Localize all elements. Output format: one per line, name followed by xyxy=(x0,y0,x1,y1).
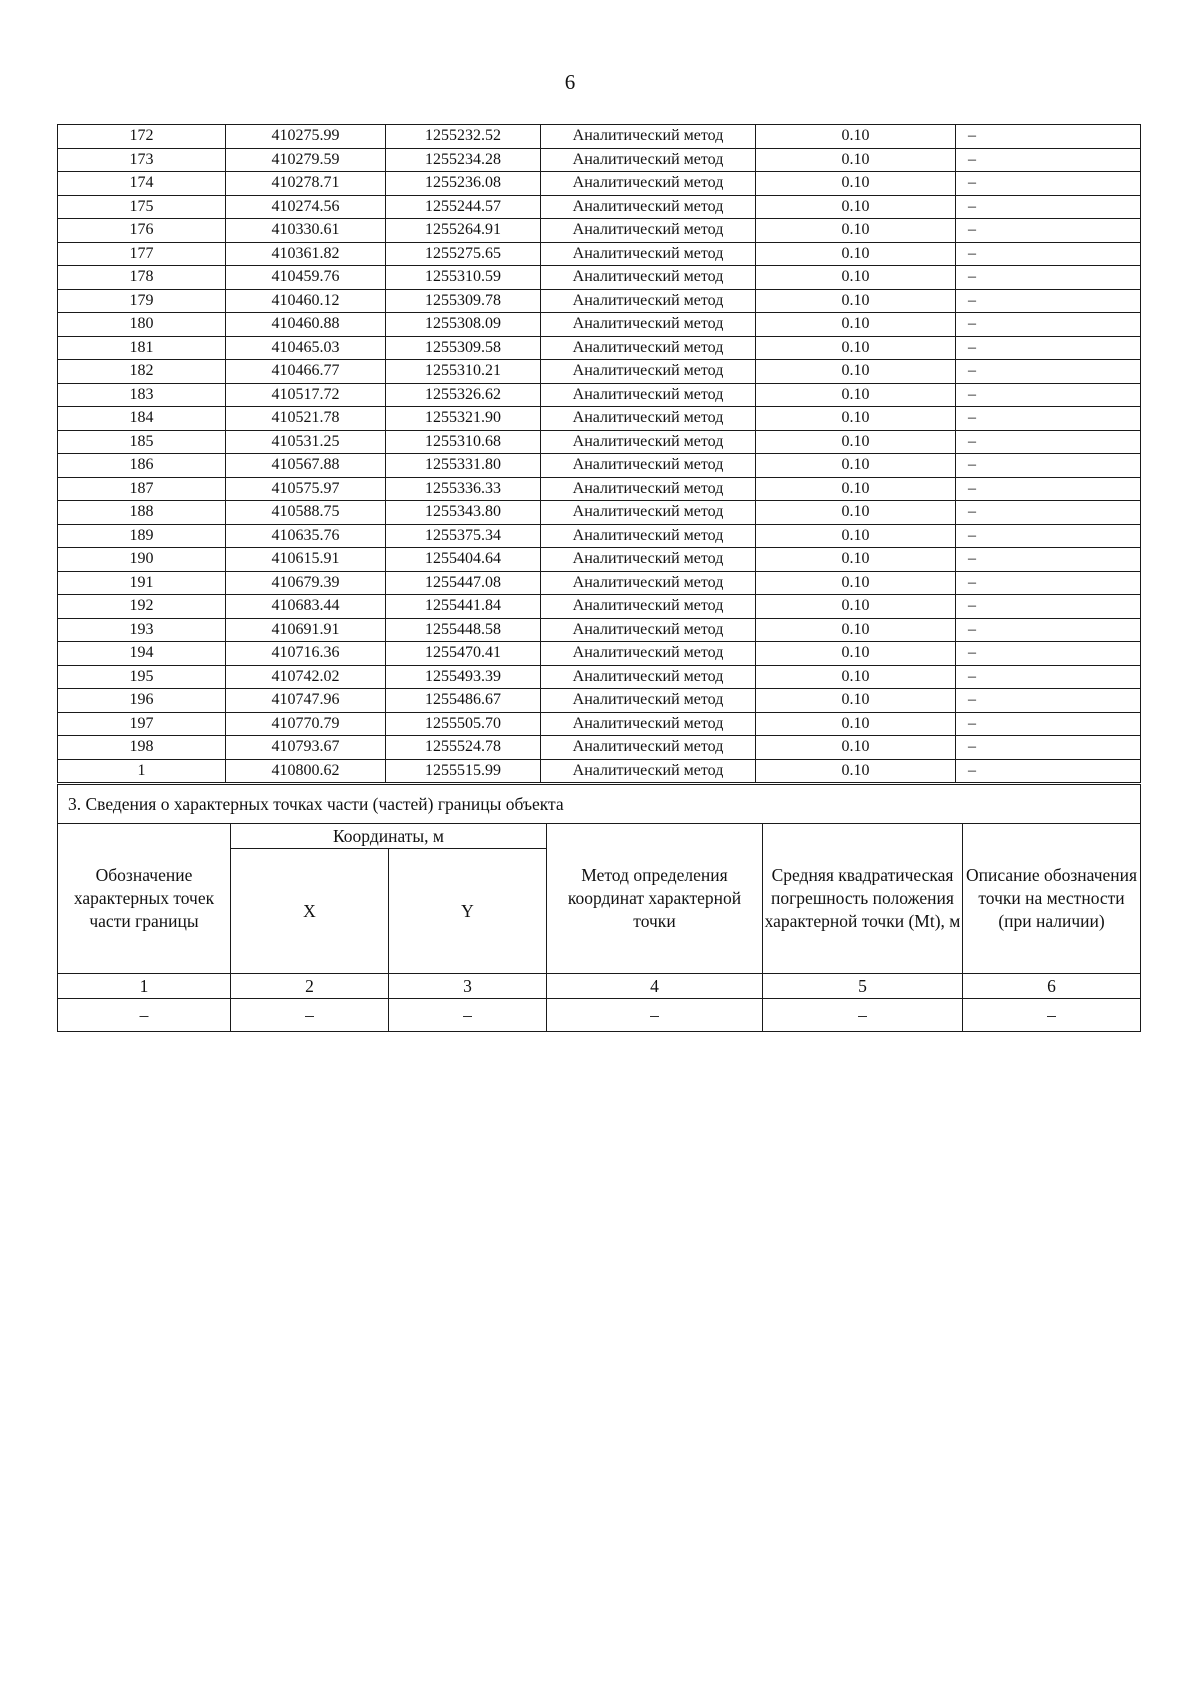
error-value: 0.10 xyxy=(756,477,956,501)
point-description: – xyxy=(956,313,1141,337)
point-number: 173 xyxy=(58,148,226,172)
method: Аналитический метод xyxy=(541,360,756,384)
coord-x: 410635.76 xyxy=(226,524,386,548)
method: Аналитический метод xyxy=(541,618,756,642)
table-row xyxy=(58,195,1141,219)
table-row xyxy=(58,172,1141,196)
method: Аналитический метод xyxy=(541,289,756,313)
table-row xyxy=(58,383,1141,407)
error-value: 0.10 xyxy=(756,524,956,548)
col-number: 1 xyxy=(58,974,231,999)
table-row xyxy=(58,125,1141,149)
coord-x: 410679.39 xyxy=(226,571,386,595)
col-number: 5 xyxy=(763,974,963,999)
point-number: 185 xyxy=(58,430,226,454)
point-description: – xyxy=(956,383,1141,407)
method: Аналитический метод xyxy=(541,689,756,713)
point-number: 195 xyxy=(58,665,226,689)
error-value: 0.10 xyxy=(756,172,956,196)
point-description: – xyxy=(956,524,1141,548)
point-number: 194 xyxy=(58,642,226,666)
method: Аналитический метод xyxy=(541,266,756,290)
method: Аналитический метод xyxy=(541,712,756,736)
coord-y: 1255486.67 xyxy=(386,689,541,713)
coord-y: 1255264.91 xyxy=(386,219,541,243)
table-row xyxy=(58,477,1141,501)
point-number: 191 xyxy=(58,571,226,595)
table-row xyxy=(58,289,1141,313)
coord-y: 1255244.57 xyxy=(386,195,541,219)
point-description: – xyxy=(956,642,1141,666)
error-value: 0.10 xyxy=(756,501,956,525)
coord-y: 1255331.80 xyxy=(386,454,541,478)
error-value: 0.10 xyxy=(756,407,956,431)
point-number: 187 xyxy=(58,477,226,501)
point-number: 182 xyxy=(58,360,226,384)
point-description: – xyxy=(956,430,1141,454)
point-number: 177 xyxy=(58,242,226,266)
coord-y: 1255321.90 xyxy=(386,407,541,431)
point-description: – xyxy=(956,595,1141,619)
point-description: – xyxy=(956,571,1141,595)
page-number: 6 xyxy=(564,70,576,94)
header-x: X xyxy=(231,849,389,974)
table-row xyxy=(58,712,1141,736)
numbering-row xyxy=(58,974,1141,999)
point-number: 175 xyxy=(58,195,226,219)
point-number: 197 xyxy=(58,712,226,736)
point-description: – xyxy=(956,148,1141,172)
coord-x: 410517.72 xyxy=(226,383,386,407)
error-value: 0.10 xyxy=(756,148,956,172)
point-number: 180 xyxy=(58,313,226,337)
point-number: 176 xyxy=(58,219,226,243)
coord-y: 1255310.21 xyxy=(386,360,541,384)
error-value: 0.10 xyxy=(756,242,956,266)
error-value: 0.10 xyxy=(756,548,956,572)
error-value: 0.10 xyxy=(756,195,956,219)
table-row xyxy=(58,336,1141,360)
coord-y: 1255232.52 xyxy=(386,125,541,149)
error-value: 0.10 xyxy=(756,618,956,642)
table-row xyxy=(58,219,1141,243)
point-description: – xyxy=(956,665,1141,689)
point-description: – xyxy=(956,501,1141,525)
point-number: 1 xyxy=(58,759,226,783)
method: Аналитический метод xyxy=(541,665,756,689)
point-description: – xyxy=(956,195,1141,219)
table-row xyxy=(58,407,1141,431)
method: Аналитический метод xyxy=(541,407,756,431)
section-title: 3. Сведения о характерных точках части (частей) границы объекта xyxy=(58,785,1141,824)
point-number: 179 xyxy=(58,289,226,313)
boundary-points-table xyxy=(57,124,1141,783)
error-value: 0.10 xyxy=(756,313,956,337)
error-value: 0.10 xyxy=(756,759,956,783)
col-number: 4 xyxy=(547,974,763,999)
error-value: 0.10 xyxy=(756,289,956,313)
coord-x: 410275.99 xyxy=(226,125,386,149)
coord-x: 410279.59 xyxy=(226,148,386,172)
point-number: 190 xyxy=(58,548,226,572)
point-description: – xyxy=(956,712,1141,736)
coord-x: 410361.82 xyxy=(226,242,386,266)
coord-x: 410459.76 xyxy=(226,266,386,290)
empty-cell: – xyxy=(58,999,231,1032)
coord-y: 1255404.64 xyxy=(386,548,541,572)
point-description: – xyxy=(956,360,1141,384)
table-row xyxy=(58,360,1141,384)
col-number: 3 xyxy=(389,974,547,999)
method: Аналитический метод xyxy=(541,313,756,337)
coord-y: 1255447.08 xyxy=(386,571,541,595)
table-row xyxy=(58,548,1141,572)
coord-y: 1255441.84 xyxy=(386,595,541,619)
method: Аналитический метод xyxy=(541,501,756,525)
coord-y: 1255493.39 xyxy=(386,665,541,689)
col-number: 2 xyxy=(231,974,389,999)
coord-x: 410466.77 xyxy=(226,360,386,384)
coord-x: 410274.56 xyxy=(226,195,386,219)
table-row xyxy=(58,430,1141,454)
coord-x: 410747.96 xyxy=(226,689,386,713)
point-number: 174 xyxy=(58,172,226,196)
point-description: – xyxy=(956,407,1141,431)
point-number: 183 xyxy=(58,383,226,407)
error-value: 0.10 xyxy=(756,383,956,407)
boundary-points-body xyxy=(58,125,1141,783)
coord-y: 1255309.58 xyxy=(386,336,541,360)
table-row xyxy=(58,665,1141,689)
part-points-table xyxy=(57,784,1141,1032)
error-value: 0.10 xyxy=(756,642,956,666)
method: Аналитический метод xyxy=(541,125,756,149)
coord-x: 410770.79 xyxy=(226,712,386,736)
coord-x: 410683.44 xyxy=(226,595,386,619)
coord-y: 1255336.33 xyxy=(386,477,541,501)
empty-row xyxy=(58,999,1141,1032)
point-description: – xyxy=(956,125,1141,149)
point-number: 172 xyxy=(58,125,226,149)
method: Аналитический метод xyxy=(541,571,756,595)
coord-y: 1255343.80 xyxy=(386,501,541,525)
point-description: – xyxy=(956,689,1141,713)
table-row xyxy=(58,501,1141,525)
point-number: 188 xyxy=(58,501,226,525)
error-value: 0.10 xyxy=(756,665,956,689)
coord-y: 1255326.62 xyxy=(386,383,541,407)
error-value: 0.10 xyxy=(756,712,956,736)
col-number: 6 xyxy=(963,974,1141,999)
coord-x: 410567.88 xyxy=(226,454,386,478)
method: Аналитический метод xyxy=(541,242,756,266)
table-row xyxy=(58,454,1141,478)
table-row xyxy=(58,736,1141,760)
method: Аналитический метод xyxy=(541,195,756,219)
method: Аналитический метод xyxy=(541,759,756,783)
point-number: 196 xyxy=(58,689,226,713)
error-value: 0.10 xyxy=(756,689,956,713)
point-number: 193 xyxy=(58,618,226,642)
point-description: – xyxy=(956,219,1141,243)
empty-cell: – xyxy=(963,999,1141,1032)
header-method: Метод определения координат характерной точки xyxy=(547,824,763,974)
header-designation: Обозначение характерных точек части границы xyxy=(58,824,231,974)
coord-x: 410330.61 xyxy=(226,219,386,243)
coord-x: 410588.75 xyxy=(226,501,386,525)
method: Аналитический метод xyxy=(541,548,756,572)
point-number: 181 xyxy=(58,336,226,360)
point-number: 192 xyxy=(58,595,226,619)
error-value: 0.10 xyxy=(756,430,956,454)
point-description: – xyxy=(956,289,1141,313)
error-value: 0.10 xyxy=(756,266,956,290)
empty-cell: – xyxy=(389,999,547,1032)
header-error: Средняя квадратическая погрешность положения характерной точки (Мt), м xyxy=(763,824,963,974)
error-value: 0.10 xyxy=(756,219,956,243)
table-row xyxy=(58,642,1141,666)
coord-y: 1255375.34 xyxy=(386,524,541,548)
point-description: – xyxy=(956,242,1141,266)
coord-y: 1255310.68 xyxy=(386,430,541,454)
method: Аналитический метод xyxy=(541,172,756,196)
table-row xyxy=(58,595,1141,619)
header-coordinates: Координаты, м xyxy=(231,824,547,849)
coord-x: 410793.67 xyxy=(226,736,386,760)
point-description: – xyxy=(956,736,1141,760)
header-y: Y xyxy=(389,849,547,974)
header-description: Описание обозначения точки на местности (при наличии) xyxy=(963,824,1141,974)
coord-y: 1255470.41 xyxy=(386,642,541,666)
coord-y: 1255309.78 xyxy=(386,289,541,313)
method: Аналитический метод xyxy=(541,454,756,478)
table-row xyxy=(58,618,1141,642)
table-row xyxy=(58,759,1141,783)
coord-y: 1255308.09 xyxy=(386,313,541,337)
error-value: 0.10 xyxy=(756,125,956,149)
coord-x: 410742.02 xyxy=(226,665,386,689)
point-number: 186 xyxy=(58,454,226,478)
coord-x: 410460.12 xyxy=(226,289,386,313)
method: Аналитический метод xyxy=(541,336,756,360)
point-description: – xyxy=(956,266,1141,290)
table-row xyxy=(58,266,1141,290)
coord-x: 410800.62 xyxy=(226,759,386,783)
coord-y: 1255448.58 xyxy=(386,618,541,642)
error-value: 0.10 xyxy=(756,571,956,595)
coord-x: 410531.25 xyxy=(226,430,386,454)
error-value: 0.10 xyxy=(756,736,956,760)
coord-y: 1255515.99 xyxy=(386,759,541,783)
coord-y: 1255236.08 xyxy=(386,172,541,196)
coord-y: 1255524.78 xyxy=(386,736,541,760)
coord-x: 410716.36 xyxy=(226,642,386,666)
coord-y: 1255275.65 xyxy=(386,242,541,266)
coord-x: 410465.03 xyxy=(226,336,386,360)
coord-y: 1255505.70 xyxy=(386,712,541,736)
table-row xyxy=(58,313,1141,337)
point-number: 178 xyxy=(58,266,226,290)
coord-x: 410460.88 xyxy=(226,313,386,337)
error-value: 0.10 xyxy=(756,336,956,360)
coord-x: 410521.78 xyxy=(226,407,386,431)
coord-y: 1255310.59 xyxy=(386,266,541,290)
method: Аналитический метод xyxy=(541,219,756,243)
method: Аналитический метод xyxy=(541,148,756,172)
point-description: – xyxy=(956,477,1141,501)
table-row xyxy=(58,571,1141,595)
coord-x: 410278.71 xyxy=(226,172,386,196)
table-row xyxy=(58,689,1141,713)
point-description: – xyxy=(956,454,1141,478)
error-value: 0.10 xyxy=(756,595,956,619)
method: Аналитический метод xyxy=(541,642,756,666)
coord-x: 410615.91 xyxy=(226,548,386,572)
method: Аналитический метод xyxy=(541,430,756,454)
coord-x: 410691.91 xyxy=(226,618,386,642)
empty-cell: – xyxy=(763,999,963,1032)
table-row xyxy=(58,148,1141,172)
point-description: – xyxy=(956,548,1141,572)
coord-x: 410575.97 xyxy=(226,477,386,501)
method: Аналитический метод xyxy=(541,477,756,501)
method: Аналитический метод xyxy=(541,524,756,548)
method: Аналитический метод xyxy=(541,736,756,760)
point-description: – xyxy=(956,618,1141,642)
point-number: 198 xyxy=(58,736,226,760)
method: Аналитический метод xyxy=(541,595,756,619)
point-description: – xyxy=(956,759,1141,783)
point-description: – xyxy=(956,336,1141,360)
table-row xyxy=(58,242,1141,266)
method: Аналитический метод xyxy=(541,383,756,407)
error-value: 0.10 xyxy=(756,360,956,384)
point-number: 184 xyxy=(58,407,226,431)
point-description: – xyxy=(956,172,1141,196)
empty-cell: – xyxy=(231,999,389,1032)
error-value: 0.10 xyxy=(756,454,956,478)
point-number: 189 xyxy=(58,524,226,548)
coord-y: 1255234.28 xyxy=(386,148,541,172)
table-row xyxy=(58,524,1141,548)
empty-cell: – xyxy=(547,999,763,1032)
